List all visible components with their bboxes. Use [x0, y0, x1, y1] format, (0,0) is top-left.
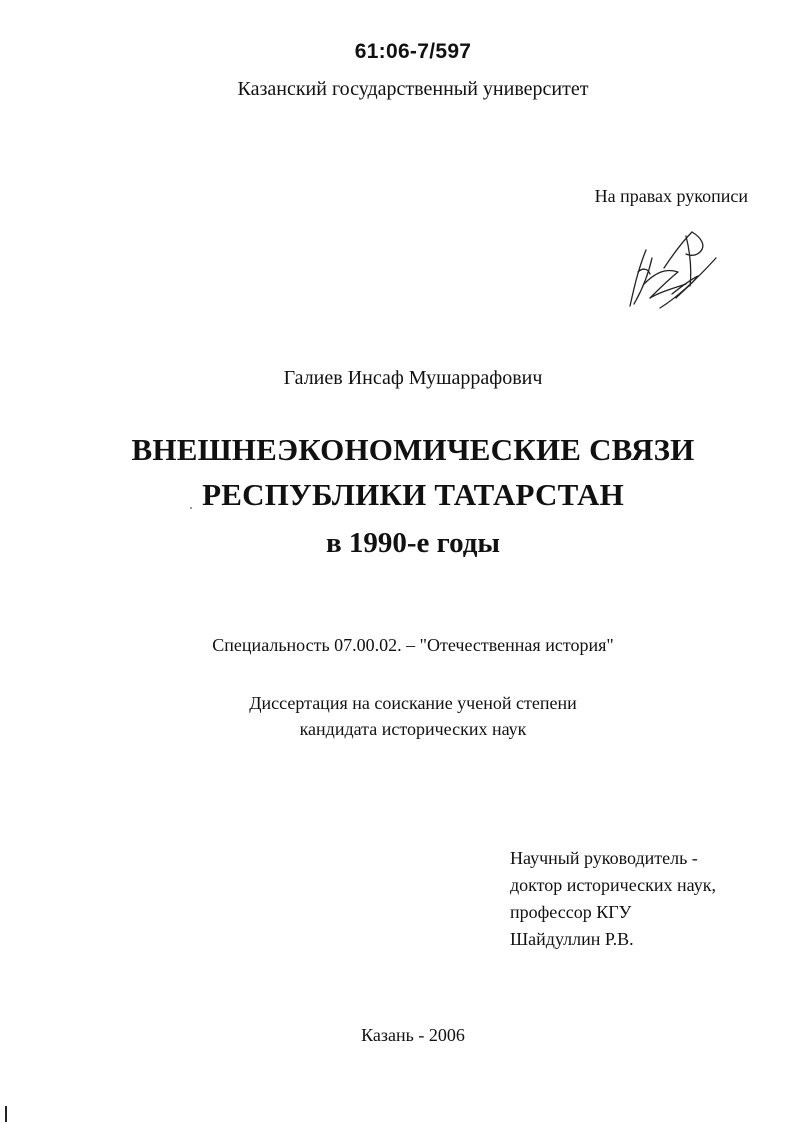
author-name: Галиев Инсаф Мушаррафович [283, 367, 543, 389]
title-line-2: РЕСПУБЛИКИ ТАТАРСТАН [202, 477, 624, 512]
dissertation-line-2: кандидата исторических наук [299, 719, 527, 739]
university-name: Казанский государственный университет [237, 78, 589, 100]
specialty: Специальность 07.00.02. – "Отечественная история" [212, 635, 614, 655]
supervisor-line-3: профессор КГУ [510, 902, 632, 922]
scan-speck [190, 507, 192, 509]
supervisor-line-2: доктор исторических наук, [510, 875, 716, 895]
dissertation-line-1: Диссертация на соискание ученой степени [249, 693, 577, 713]
supervisor-block [510, 845, 716, 953]
dissertation-statement [0, 690, 792, 742]
supervisor-line-4: Шайдуллин Р.В. [510, 929, 634, 949]
signature-icon [620, 228, 720, 312]
title-line-3: в 1990-е годы [325, 527, 501, 559]
city-year: Казань - 2006 [361, 1025, 465, 1045]
scan-edge-mark [5, 1106, 7, 1122]
catalog-number: 61:06-7/597 [354, 40, 472, 63]
rights-note: На правах рукописи [594, 186, 748, 206]
title-line-1: ВНЕШНЕЭКОНОМИЧЕСКИЕ СВЯЗИ [131, 432, 695, 467]
supervisor-line-1: Научный руководитель - [510, 848, 698, 868]
